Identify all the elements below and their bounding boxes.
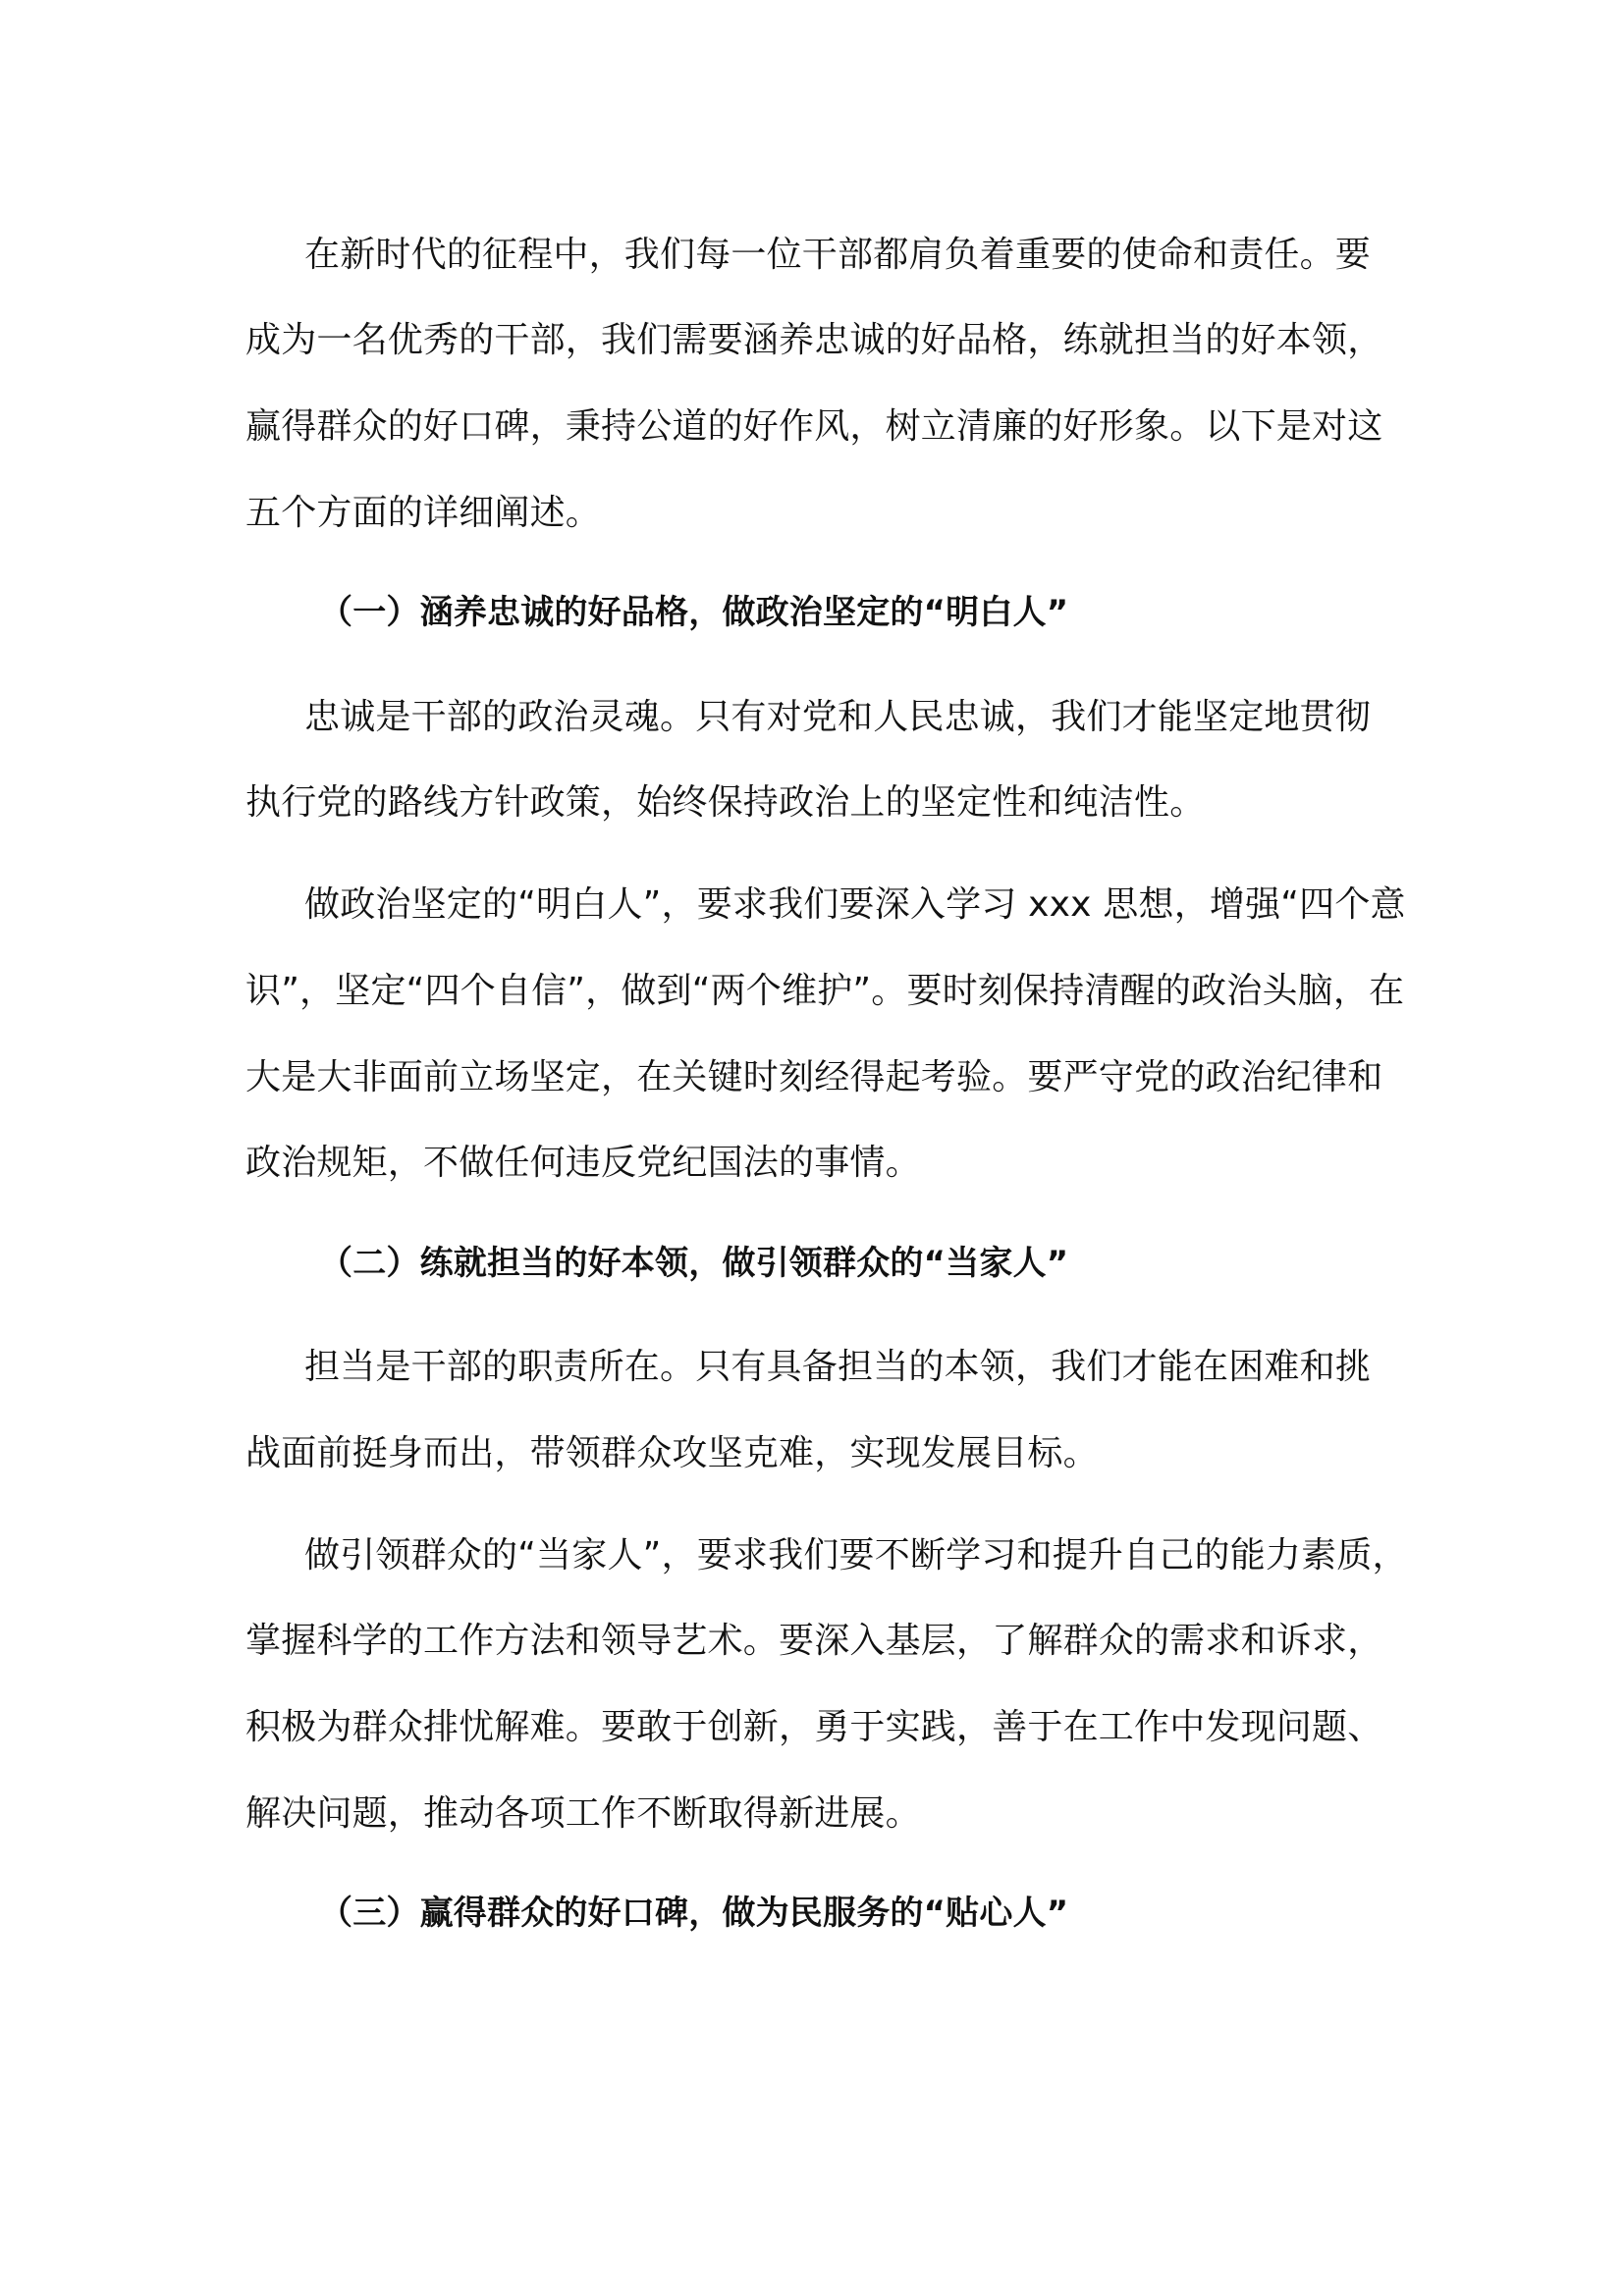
section-heading-1: （一）涵养忠诚的好品格，做政治坚定的“明白人”: [319, 593, 1069, 632]
section2-para2-line-2: 掌握科学的工作方法和领导艺术。要深入基层，了解群众的需求和诉求，: [245, 1621, 1383, 1661]
intro-line-4: 五个方面的详细阐述。: [245, 493, 602, 533]
section1-para2-line-4: 政治规矩，不做任何违反党纪国法的事情。: [245, 1143, 921, 1183]
section2-para1-line-2: 战面前挺身而出，带领群众攻坚克难，实现发展目标。: [245, 1433, 1099, 1473]
section1-para2-line-3: 大是大非面前立场坚定，在关键时刻经得起考验。要严守党的政治纪律和: [245, 1057, 1383, 1097]
section-heading-3: （三）赢得群众的好口碑，做为民服务的“贴心人”: [319, 1894, 1069, 1933]
intro-line-2: 成为一名优秀的干部，我们需要涵养忠诚的好品格，练就担当的好本领，: [245, 320, 1383, 360]
intro-line-1: 在新时代的征程中，我们每一位干部都肩负着重要的使命和责任。要: [304, 235, 1372, 275]
section1-para1-line-2: 执行党的路线方针政策，始终保持政治上的坚定性和纯洁性。: [245, 782, 1206, 823]
section-heading-2: （二）练就担当的好本领，做引领群众的“当家人”: [319, 1244, 1069, 1283]
section1-para2-line-2: 识”，坚定“四个自信”，做到“两个维护”。要时刻保持清醒的政治头脑，在: [245, 971, 1405, 1011]
section2-para2-line-1: 做引领群众的“当家人”，要求我们要不断学习和提升自己的能力素质，: [304, 1535, 1408, 1575]
section2-para2-line-3: 积极为群众排忧解难。要敢于创新，勇于实践，善于在工作中发现问题、: [245, 1707, 1383, 1747]
intro-line-3: 赢得群众的好口碑，秉持公道的好作风，树立清廉的好形象。以下是对这: [245, 406, 1383, 447]
section1-para2-line-1: 做政治坚定的“明白人”，要求我们要深入学习 xxx 思想，增强“四个意: [304, 884, 1406, 925]
section2-para1-line-1: 担当是干部的职责所在。只有具备担当的本领，我们才能在困难和挑: [304, 1347, 1372, 1387]
section2-para2-line-4: 解决问题，推动各项工作不断取得新进展。: [245, 1793, 921, 1834]
section1-para1-line-1: 忠诚是干部的政治灵魂。只有对党和人民忠诚，我们才能坚定地贯彻: [304, 697, 1372, 737]
